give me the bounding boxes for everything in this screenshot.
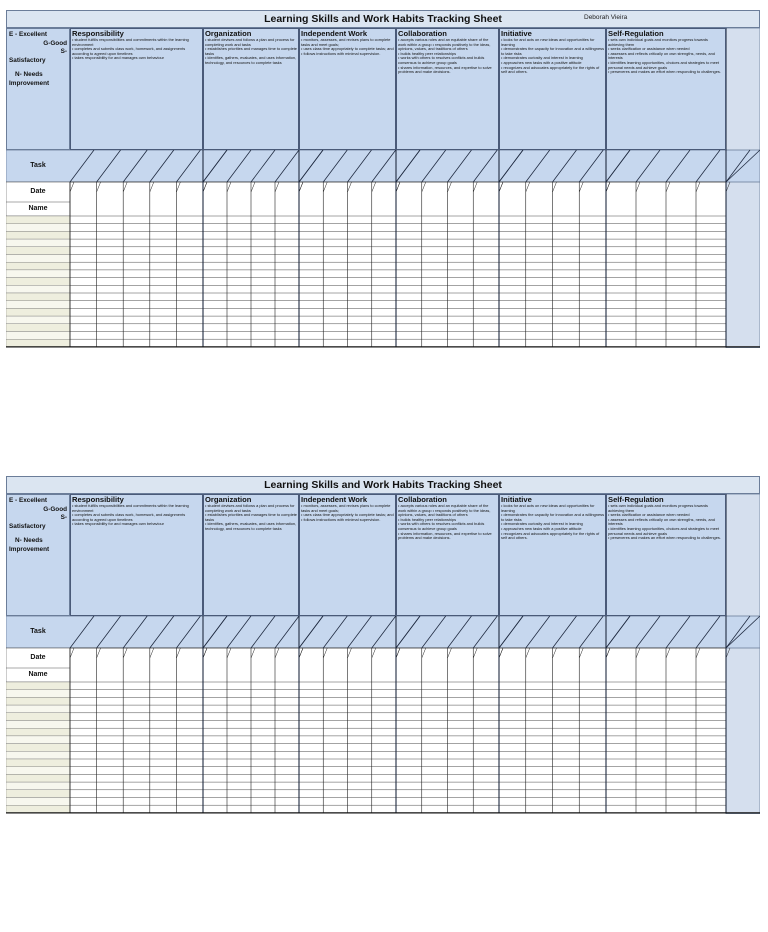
criterion-heading: Self-Regulation	[608, 495, 664, 504]
name-row	[6, 278, 70, 286]
name-row	[6, 231, 70, 239]
criterion-heading: Independent Work	[301, 495, 368, 504]
name-row	[6, 751, 70, 759]
criterion-description: • looks for and acts on new ideas and opportunities for learning • demonstrates the capacity for innovation and a willingness to take risks • demonstrates curiosity and interest in learning • approaches new tasks with a positive attitude • recognizes and advocates appropriately for the rights of self and others.	[501, 503, 605, 541]
criterion-heading: Organization	[205, 29, 252, 38]
criterion-heading: Self-Regulation	[608, 29, 664, 38]
name-row	[6, 285, 70, 293]
legend-good: G-Good	[43, 505, 67, 513]
name-row	[6, 721, 70, 729]
name-row	[6, 216, 70, 224]
name-row	[6, 255, 70, 263]
legend-needs: N- Needs	[15, 71, 43, 78]
legend-excellent: E - Excellent	[9, 497, 48, 504]
criterion-heading: Collaboration	[398, 29, 447, 38]
criterion-heading: Responsibility	[72, 495, 124, 504]
name-row	[6, 798, 70, 806]
name-row	[6, 728, 70, 736]
name-row	[6, 805, 70, 813]
criterion-heading: Initiative	[501, 495, 532, 504]
criterion-description: • monitors, assesses, and revises plans to complete tasks and meet goals; • uses class time appropriately to complete tasks; and • follows instructions with minimal supervision.	[301, 503, 394, 522]
legend-satisfactory: Satisfactory	[9, 522, 46, 530]
legend-improvement: Improvement	[9, 545, 50, 553]
name-row	[6, 705, 70, 713]
criterion-header	[396, 494, 499, 616]
name-row	[6, 339, 70, 347]
name-row	[6, 744, 70, 752]
name-row	[6, 759, 70, 767]
criterion-header	[606, 28, 726, 150]
task-band	[6, 616, 760, 648]
name-row	[6, 332, 70, 340]
criterion-header	[396, 28, 499, 150]
legend-s-mark: S-	[60, 514, 67, 521]
name-row	[6, 247, 70, 255]
task-label: Task	[30, 628, 46, 635]
date-label: Date	[30, 188, 46, 195]
grid-body	[70, 648, 726, 813]
name-row	[6, 713, 70, 721]
legend-needs: N- Needs	[15, 537, 43, 544]
name-row	[6, 270, 70, 278]
criterion-header	[70, 494, 203, 616]
grid-body	[70, 182, 726, 347]
criterion-heading: Organization	[205, 495, 252, 504]
tracking-sheet	[6, 10, 760, 348]
sheet-title: Learning Skills and Work Habits Tracking Sheet	[6, 476, 760, 494]
name-label: Name	[28, 205, 48, 212]
name-row	[6, 308, 70, 316]
name-row	[6, 697, 70, 705]
criterion-header	[606, 494, 726, 616]
name-row	[6, 316, 70, 324]
legend-improvement: Improvement	[9, 79, 50, 87]
name-row	[6, 324, 70, 332]
criterion-description: • student fulfills responsibilities and commitments within the learning environment • completes and submits class work, homework, and assignments according to agreed upon timelines • takes responsibility for and manages own behaviour	[72, 503, 189, 527]
criterion-header	[203, 28, 299, 150]
name-row	[6, 736, 70, 744]
criterion-header	[299, 494, 396, 616]
name-row	[6, 774, 70, 782]
criterion-heading: Responsibility	[72, 29, 124, 38]
criterion-description: • accepts various roles and an equitable share of the work within a group • responds positively to the ideas, opinions, values, and traditions of others • builds healthy peer relationships • works with others to resolves conflicts and builds consensus to achieve group goals • shares information, resources, and expertise to solve problems and make decisions.	[398, 37, 492, 75]
side-column	[726, 494, 760, 814]
criterion-heading: Initiative	[501, 29, 532, 38]
criterion-description: • monitors, assesses, and revises plans to complete tasks and meet goals; • uses class time appropriately to complete tasks; and • follows instructions with minimal supervision.	[301, 37, 394, 56]
owner-name: Deborah Vieira	[584, 14, 628, 21]
task-band	[6, 150, 760, 182]
name-row	[6, 239, 70, 247]
criterion-header	[70, 28, 203, 150]
name-row	[6, 782, 70, 790]
criterion-description: • sets own individual goals and monitors progress towards achieving them • seeks clarification or assistance when needed • assesses and reflects critically on own strengths, needs, and interests • identifies learning opportunities, choices and strategies to meet personal needs and achieve goals • perseveres and makes an effort when responding to challenges.	[608, 503, 721, 541]
criterion-description: • student fulfills responsibilities and commitments within the learning environment • completes and submits class work, homework, and assignments according to agreed upon timelines • takes responsibility for and manages own behaviour	[72, 37, 189, 61]
criterion-heading: Collaboration	[398, 495, 447, 504]
legend-good: G-Good	[43, 39, 67, 47]
criterion-heading: Independent Work	[301, 29, 368, 38]
name-row	[6, 224, 70, 232]
side-column	[726, 28, 760, 348]
criterion-description: • looks for and acts on new ideas and opportunities for learning • demonstrates the capacity for innovation and a willingness to take risks • demonstrates curiosity and interest in learning • approaches new tasks with a positive attitude • recognizes and advocates appropriately for the rights of self and others.	[501, 37, 605, 75]
criterion-description: • student devises and follows a plan and process for completing work and tasks • establishes priorities and manages time to complete tasks • identifies, gathers, evaluates, and uses information, technology, and resources to complete tasks	[205, 503, 297, 531]
name-row	[6, 301, 70, 309]
name-row	[6, 682, 70, 690]
grading-legend	[6, 28, 70, 150]
name-label: Name	[28, 671, 48, 678]
tracking-sheet	[6, 476, 760, 814]
criterion-header	[203, 494, 299, 616]
legend-satisfactory: Satisfactory	[9, 56, 46, 64]
name-row	[6, 262, 70, 270]
criterion-header	[299, 28, 396, 150]
task-label: Task	[30, 162, 46, 169]
sheet-title: Learning Skills and Work Habits Tracking Sheet	[6, 10, 760, 28]
name-row	[6, 767, 70, 775]
name-row	[6, 690, 70, 698]
criterion-header	[499, 494, 606, 616]
date-label: Date	[30, 654, 46, 661]
legend-s-mark: S-	[60, 48, 67, 55]
grading-legend	[6, 494, 70, 616]
criterion-description: • accepts various roles and an equitable share of the work within a group • responds positively to the ideas, opinions, values, and traditions of others • builds healthy peer relationships • works with others to resolves conflicts and builds consensus to achieve group goals • shares information, resources, and expertise to solve problems and make decisions.	[398, 503, 492, 541]
name-row	[6, 790, 70, 798]
legend-excellent: E - Excellent	[9, 31, 48, 38]
name-row	[6, 293, 70, 301]
criterion-header	[499, 28, 606, 150]
criterion-description: • sets own individual goals and monitors progress towards achieving them • seeks clarification or assistance when needed • assesses and reflects critically on own strengths, needs, and interests • identifies learning opportunities, choices and strategies to meet personal needs and achieve goals • perseveres and makes an effort when responding to challenges.	[608, 37, 721, 75]
criterion-description: • student devises and follows a plan and process for completing work and tasks • establishes priorities and manages time to complete tasks • identifies, gathers, evaluates, and uses information, technology, and resources to complete tasks	[205, 37, 297, 65]
